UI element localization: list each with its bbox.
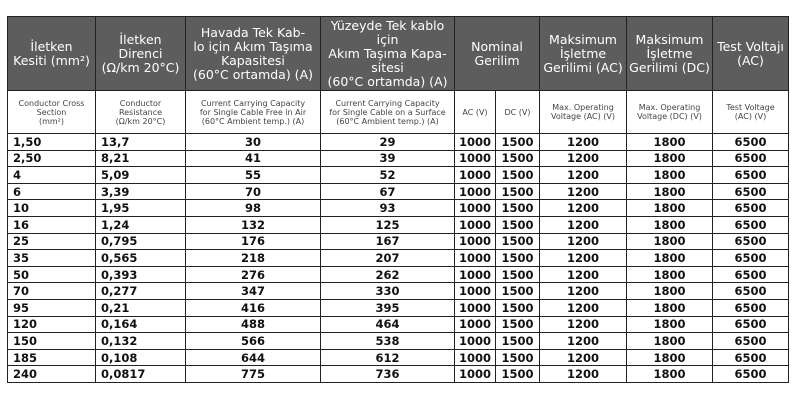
cell-nominal-ac: 1000 (455, 333, 496, 350)
cell-max-ac: 1200 (540, 134, 627, 151)
cell-nominal-dc: 1500 (496, 183, 540, 200)
header-resistance (96, 17, 186, 91)
cell-max-dc: 1800 (627, 134, 713, 151)
cell-test-voltage: 6500 (713, 316, 789, 333)
table-row (8, 366, 789, 383)
header-capacity-air (186, 17, 321, 91)
cell-nominal-dc: 1500 (496, 216, 540, 233)
cell-max-ac: 1200 (540, 216, 627, 233)
cell-capacity-air: 347 (186, 283, 321, 300)
cell-max-dc: 1800 (627, 333, 713, 350)
cell-capacity-surface: 736 (321, 366, 455, 383)
cell-max-ac: 1200 (540, 316, 627, 333)
header-capacity-surface (321, 17, 455, 91)
subheader-text: Section (36, 107, 67, 117)
cell-max-ac: 1200 (540, 250, 627, 267)
cell-nominal-dc: 1500 (496, 366, 540, 383)
subheader-text: Current Carrying Capacity (200, 98, 306, 108)
subheader-text: for Single Cable Free in Air (199, 107, 307, 117)
cell-max-dc: 1800 (627, 250, 713, 267)
cell-capacity-air: 70 (186, 183, 321, 200)
header-text: Gerilimi (DC) (629, 59, 710, 75)
subheader-capacity-air (186, 91, 321, 134)
cell-cross-section: 120 (8, 316, 96, 333)
header-text: İşletme (646, 45, 693, 61)
cell-resistance: 0,164 (96, 316, 186, 333)
cell-test-voltage: 6500 (713, 283, 789, 300)
subheader-text: for Single Cable on a Surface (329, 107, 446, 117)
cell-max-dc: 1800 (627, 283, 713, 300)
header-text: sitesi (371, 59, 404, 75)
cell-capacity-air: 416 (186, 299, 321, 316)
subheader-text: AC (V) (462, 107, 488, 117)
cell-max-dc: 1800 (627, 366, 713, 383)
cell-test-voltage: 6500 (713, 250, 789, 267)
cell-max-ac: 1200 (540, 150, 627, 167)
subheader-max-dc (627, 91, 713, 134)
cell-nominal-dc: 1500 (496, 150, 540, 167)
cell-nominal-ac: 1000 (455, 266, 496, 283)
cell-max-dc: 1800 (627, 216, 713, 233)
table-row (8, 283, 789, 300)
subheader-text: (60°C Ambient temp.) (A) (336, 116, 439, 126)
cell-resistance: 1,24 (96, 216, 186, 233)
cell-capacity-air: 488 (186, 316, 321, 333)
header-text: İletken (30, 38, 73, 54)
cell-max-ac: 1200 (540, 333, 627, 350)
cell-nominal-dc: 1500 (496, 167, 540, 184)
header-test-voltage (713, 17, 789, 91)
cell-nominal-dc: 1500 (496, 316, 540, 333)
subheader-text: (mm²) (38, 116, 65, 126)
cell-max-ac: 1200 (540, 200, 627, 217)
cell-nominal-ac: 1000 (455, 216, 496, 233)
cell-capacity-surface: 67 (321, 183, 455, 200)
cell-resistance: 0,393 (96, 266, 186, 283)
header-text: (Ω/km 20°C) (101, 59, 180, 75)
cell-capacity-air: 775 (186, 366, 321, 383)
cell-capacity-air: 644 (186, 349, 321, 366)
cell-capacity-surface: 464 (321, 316, 455, 333)
cell-resistance: 13,7 (96, 134, 186, 151)
cell-resistance: 1,95 (96, 200, 186, 217)
cell-nominal-ac: 1000 (455, 250, 496, 267)
cell-test-voltage: 6500 (713, 233, 789, 250)
cell-nominal-ac: 1000 (455, 349, 496, 366)
cell-capacity-air: 41 (186, 150, 321, 167)
subheader-ac (455, 91, 496, 134)
cell-nominal-ac: 1000 (455, 183, 496, 200)
header-text: Nominal (471, 38, 523, 54)
cell-max-ac: 1200 (540, 283, 627, 300)
cell-cross-section: 240 (8, 366, 96, 383)
cell-max-ac: 1200 (540, 299, 627, 316)
cell-test-voltage: 6500 (713, 333, 789, 350)
cell-max-ac: 1200 (540, 366, 627, 383)
table-body (8, 134, 789, 383)
table-row (8, 299, 789, 316)
subheader-text: Voltage (DC) (V) (637, 112, 702, 121)
cell-nominal-ac: 1000 (455, 366, 496, 383)
cell-nominal-dc: 1500 (496, 134, 540, 151)
table-row (8, 333, 789, 350)
header-max-dc (627, 17, 713, 91)
cell-nominal-ac: 1000 (455, 233, 496, 250)
subheader-text: Max. Operating (552, 103, 614, 112)
cell-cross-section: 150 (8, 333, 96, 350)
cell-test-voltage: 6500 (713, 366, 789, 383)
cell-resistance: 0,0817 (96, 366, 186, 383)
cell-nominal-dc: 1500 (496, 233, 540, 250)
cell-resistance: 0,565 (96, 250, 186, 267)
header-text: Havada Tek Kab- (200, 24, 306, 40)
table-row (8, 216, 789, 233)
cell-capacity-air: 55 (186, 167, 321, 184)
cell-resistance: 3,39 (96, 183, 186, 200)
header-text: (60°C ortamda) (A) (192, 66, 313, 82)
subheader-test-voltage (713, 91, 789, 134)
header-text: (60°C ortamda) (A) (327, 73, 448, 89)
cell-capacity-surface: 207 (321, 250, 455, 267)
cell-cross-section: 185 (8, 349, 96, 366)
cell-test-voltage: 6500 (713, 349, 789, 366)
header-text: Gerilimi (AC) (543, 59, 623, 75)
header-text: Test Voltajı (717, 38, 784, 54)
header-text: Maksimum (549, 31, 617, 47)
cell-test-voltage: 6500 (713, 150, 789, 167)
cell-capacity-air: 30 (186, 134, 321, 151)
cell-max-dc: 1800 (627, 316, 713, 333)
cell-cross-section: 50 (8, 266, 96, 283)
cell-capacity-surface: 52 (321, 167, 455, 184)
header-cross-section (8, 17, 96, 91)
cell-capacity-surface: 538 (321, 333, 455, 350)
cell-max-ac: 1200 (540, 266, 627, 283)
cell-test-voltage: 6500 (713, 299, 789, 316)
subheader-resistance (96, 91, 186, 134)
table-row (8, 183, 789, 200)
subheader-text: Resistance (118, 107, 163, 117)
cell-max-dc: 1800 (627, 150, 713, 167)
subheader-text: Conductor Cross (18, 98, 85, 108)
subheader-text: Test Voltage (726, 103, 775, 112)
cell-nominal-ac: 1000 (455, 200, 496, 217)
cell-cross-section: 16 (8, 216, 96, 233)
cell-max-dc: 1800 (627, 233, 713, 250)
header-text: Maksimum (635, 31, 704, 47)
cable-spec-table (7, 16, 789, 383)
cell-capacity-surface: 167 (321, 233, 455, 250)
subheader-text: DC (V) (504, 107, 531, 117)
table-row (8, 316, 789, 333)
subheader-text: (60°C Ambient temp.) (A) (201, 116, 305, 126)
subheader-text: Voltage (AC) (V) (551, 112, 615, 121)
cell-nominal-ac: 1000 (455, 134, 496, 151)
table-row (8, 167, 789, 184)
cell-max-dc: 1800 (627, 200, 713, 217)
cell-resistance: 0,108 (96, 349, 186, 366)
subheader-max-ac (540, 91, 627, 134)
cell-capacity-air: 276 (186, 266, 321, 283)
cell-capacity-surface: 93 (321, 200, 455, 217)
cell-capacity-surface: 330 (321, 283, 455, 300)
cell-resistance: 8,21 (96, 150, 186, 167)
subheader-text: Conductor (119, 98, 162, 108)
cell-cross-section: 35 (8, 250, 96, 267)
cell-test-voltage: 6500 (713, 200, 789, 217)
cell-capacity-air: 566 (186, 333, 321, 350)
cell-nominal-dc: 1500 (496, 299, 540, 316)
cell-capacity-air: 218 (186, 250, 321, 267)
subheader-text: (Ω/km 20°C) (115, 116, 166, 126)
cell-capacity-surface: 395 (321, 299, 455, 316)
cell-max-dc: 1800 (627, 266, 713, 283)
cell-resistance: 5,09 (96, 167, 186, 184)
cell-capacity-surface: 612 (321, 349, 455, 366)
table-row (8, 134, 789, 151)
cell-nominal-ac: 1000 (455, 167, 496, 184)
header-text: Akım Taşıma Kapa- (328, 45, 447, 61)
cable-spec-table-wrapper (7, 16, 789, 383)
subheader-cross-section (8, 91, 96, 134)
table-row (8, 250, 789, 267)
cell-max-ac: 1200 (540, 183, 627, 200)
cell-test-voltage: 6500 (713, 216, 789, 233)
cell-capacity-surface: 39 (321, 150, 455, 167)
cell-cross-section: 1,50 (8, 134, 96, 151)
subheader-capacity-surface (321, 91, 455, 134)
cell-resistance: 0,277 (96, 283, 186, 300)
cell-max-ac: 1200 (540, 349, 627, 366)
cell-cross-section: 70 (8, 283, 96, 300)
cell-test-voltage: 6500 (713, 183, 789, 200)
cell-max-dc: 1800 (627, 349, 713, 366)
cell-nominal-dc: 1500 (496, 266, 540, 283)
cell-capacity-air: 176 (186, 233, 321, 250)
cell-cross-section: 95 (8, 299, 96, 316)
table-row (8, 150, 789, 167)
cell-capacity-air: 98 (186, 200, 321, 217)
cell-nominal-dc: 1500 (496, 333, 540, 350)
header-text: İletken Direnci (118, 31, 163, 61)
cell-nominal-dc: 1500 (496, 349, 540, 366)
cell-test-voltage: 6500 (713, 167, 789, 184)
cell-capacity-surface: 262 (321, 266, 455, 283)
cell-max-ac: 1200 (540, 233, 627, 250)
cell-cross-section: 10 (8, 200, 96, 217)
subheader-text: Current Carrying Capacity (335, 98, 440, 108)
cell-cross-section: 6 (8, 183, 96, 200)
header-text: Yüzeyde Tek kablo için (330, 17, 445, 47)
subheader-text: Max. Operating (638, 103, 701, 112)
cell-resistance: 0,795 (96, 233, 186, 250)
header-row-english (8, 91, 789, 134)
cell-max-dc: 1800 (627, 183, 713, 200)
table-row (8, 266, 789, 283)
cell-cross-section: 4 (8, 167, 96, 184)
cell-resistance: 0,21 (96, 299, 186, 316)
table-row (8, 200, 789, 217)
cell-max-dc: 1800 (627, 167, 713, 184)
cell-cross-section: 2,50 (8, 150, 96, 167)
header-max-ac (540, 17, 627, 91)
cell-max-dc: 1800 (627, 299, 713, 316)
cell-nominal-ac: 1000 (455, 316, 496, 333)
subheader-dc (496, 91, 540, 134)
header-row-turkish (8, 17, 789, 91)
cell-cross-section: 25 (8, 233, 96, 250)
cell-nominal-dc: 1500 (496, 250, 540, 267)
cell-capacity-air: 132 (186, 216, 321, 233)
header-text: Gerilim (474, 52, 520, 68)
cell-capacity-surface: 29 (321, 134, 455, 151)
cell-test-voltage: 6500 (713, 134, 789, 151)
header-text: Kapasitesi (221, 52, 285, 68)
header-text: Kesiti (mm²) (13, 52, 90, 68)
header-nominal-voltage (455, 17, 540, 91)
cell-nominal-ac: 1000 (455, 299, 496, 316)
cell-nominal-dc: 1500 (496, 200, 540, 217)
header-text: (AC) (737, 52, 764, 68)
cell-resistance: 0,132 (96, 333, 186, 350)
header-text: lo için Akım Taşıma (193, 38, 313, 54)
cell-nominal-dc: 1500 (496, 283, 540, 300)
cell-test-voltage: 6500 (713, 266, 789, 283)
subheader-text: (AC) (V) (734, 112, 767, 121)
header-text: İşletme (559, 45, 607, 61)
cell-max-ac: 1200 (540, 167, 627, 184)
cell-capacity-surface: 125 (321, 216, 455, 233)
table-row (8, 233, 789, 250)
table-row (8, 349, 789, 366)
cell-nominal-ac: 1000 (455, 150, 496, 167)
cell-nominal-ac: 1000 (455, 283, 496, 300)
